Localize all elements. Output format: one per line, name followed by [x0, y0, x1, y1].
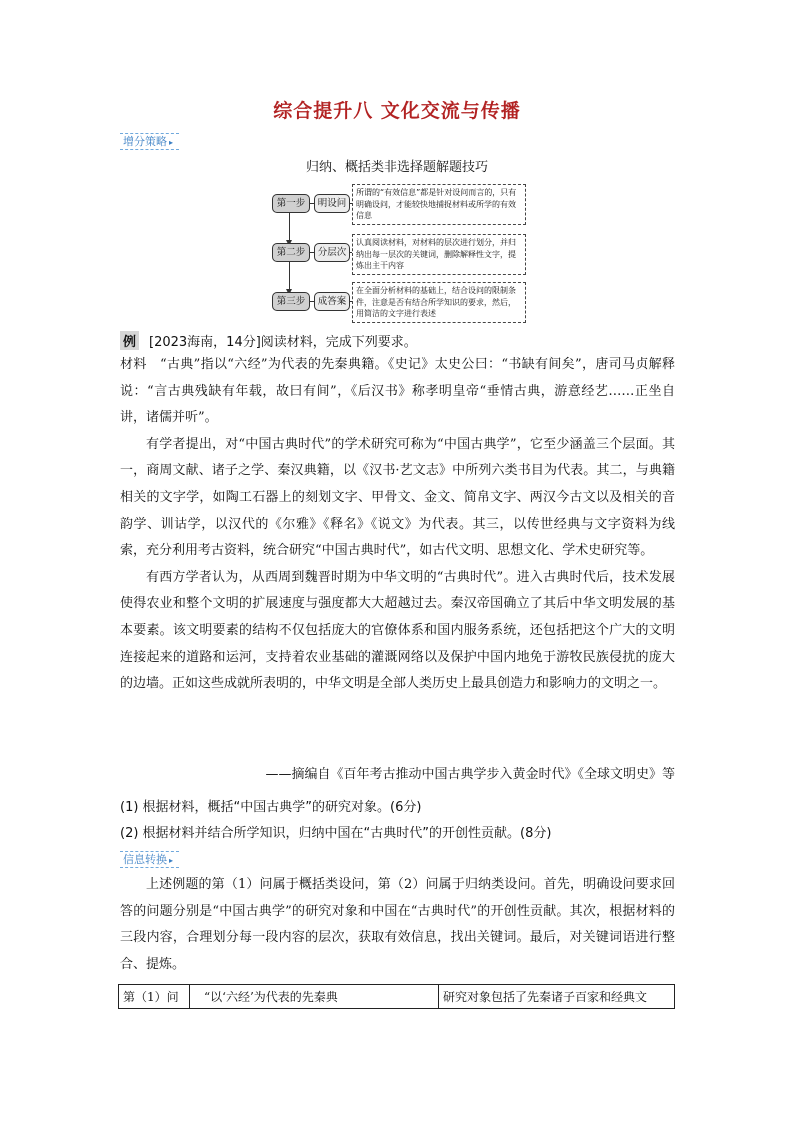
step-1-box: 第一步 [272, 194, 310, 213]
material-paragraph-1: 材料 “古典”指以“六经”为代表的先秦典籍。《史记》太史公曰：“书缺有间矣”，唐司马贞解释说：“言古典残缺有年载，故曰有间”，《后汉书》称孝明皇帝“垂情古典，游意经艺……正坐自讲，诸儒并听”。 [120, 357, 675, 426]
info-transform-tag: 信息转换 ▸ [120, 851, 179, 868]
example-text: [2023海南，14分]阅读材料，完成下列要求。 [149, 335, 417, 350]
example-label: 例 [120, 331, 139, 350]
table-cell: “以‘六经’为代表的先秦典 [190, 985, 439, 1009]
question-1: (1) 根据材料，概括“中国古典学”的研究对象。(6分) [120, 800, 422, 815]
step-2-box: 第二步 [272, 243, 310, 262]
step-3-description: 在全面分析材料的基础上，结合设问的限制条件，注意是否有结合所学知识的要求，然后，用简洁的文字进行表述 [352, 282, 526, 323]
diagram-title: 归纳、概括类非选择题解题技巧 [305, 160, 488, 175]
step-2-description: 认真阅读材料，对材料的层次进行划分，并归纳出每一层次的关键词，删除解释性文字，提炼出主干内容 [352, 234, 526, 275]
analysis-table [118, 984, 675, 1009]
analysis-paragraph: 上述例题的第（1）问属于概括类设问，第（2）问属于归纳类设问。首先，明确设问要求回答的问题分别是“中国古典学”的研究对象和中国在“古典时代”的开创性贡献。其次，根据材料的三段内容，合理划分每一段内容的层次，获取有效信息，找出关键词。最后，对关键词语进行整合、提炼。 [120, 877, 675, 972]
example-heading [120, 331, 417, 350]
material-block [120, 352, 675, 698]
step-1-description: 所谓的“有效信息”都是针对设问而言的，只有明确设问，才能较快地捕捉材料或所学的有效信息 [352, 184, 526, 225]
score-strategy-tag: 增分策略 ▸ [120, 133, 179, 150]
material-paragraph-2: 有学者提出，对“中国古典时代”的学术研究可称为“中国古典学”，它至少涵盖三个层面。其一，商周文献、诸子之学、秦汉典籍，以《汉书·艺文志》中所列六类书目为代表。其二，与典籍相关的文字学，如陶工石器上的刻划文字、甲骨文、金文、简帛文字、两汉今古文以及相关的音韵学、训诂学，以汉代的《尔雅》《释名》《说文》为代表。其三，以传世经典与文字资料为线索，充分利用考古资料，统合研究“中国古典时代”，如古代文明、思想文化、学术史研究等。 [120, 436, 675, 559]
step-3-action-box: 成答案 [314, 292, 350, 311]
page-title: 综合提升八 文化交流与传播 [273, 100, 521, 122]
material-source: ——摘编自《百年考古推动中国古典学步入黄金时代》《全球文明史》等 [265, 767, 675, 782]
arrow-line [289, 212, 290, 242]
arrow-line [289, 261, 290, 291]
step-3-box: 第三步 [272, 292, 310, 311]
question-2: (2) 根据材料并结合所学知识，归纳中国在“古典时代”的开创性贡献。(8分) [120, 826, 552, 841]
table-cell: 研究对象包括了先秦诸子百家和经典文 [439, 985, 675, 1009]
step-1-action-box: 明设问 [314, 194, 350, 213]
analysis-block [120, 872, 675, 978]
material-paragraph-3: 有西方学者认为，从西周到魏晋时期为中华文明的“古典时代”。进入古典时代后，技术发展使得农业和整个文明的扩展速度与强度都大大超越过去。秦汉帝国确立了其后中华文明发展的基本要素。该文明要素的结构不仅包括庞大的官僚体系和国内服务系统，还包括把这个广大的文明连接起来的道路和运河，支持着农业基础的灌溉网络以及保护中国内地免于游牧民族侵扰的庞大的边墙。正如这些成就所表明的，中华文明是全部人类历史上最具创造力和影响力的文明之一。 [120, 569, 675, 692]
table-cell: 第（1）问 [119, 985, 190, 1009]
step-2-action-box: 分层次 [314, 243, 350, 262]
table-row [119, 985, 675, 1009]
